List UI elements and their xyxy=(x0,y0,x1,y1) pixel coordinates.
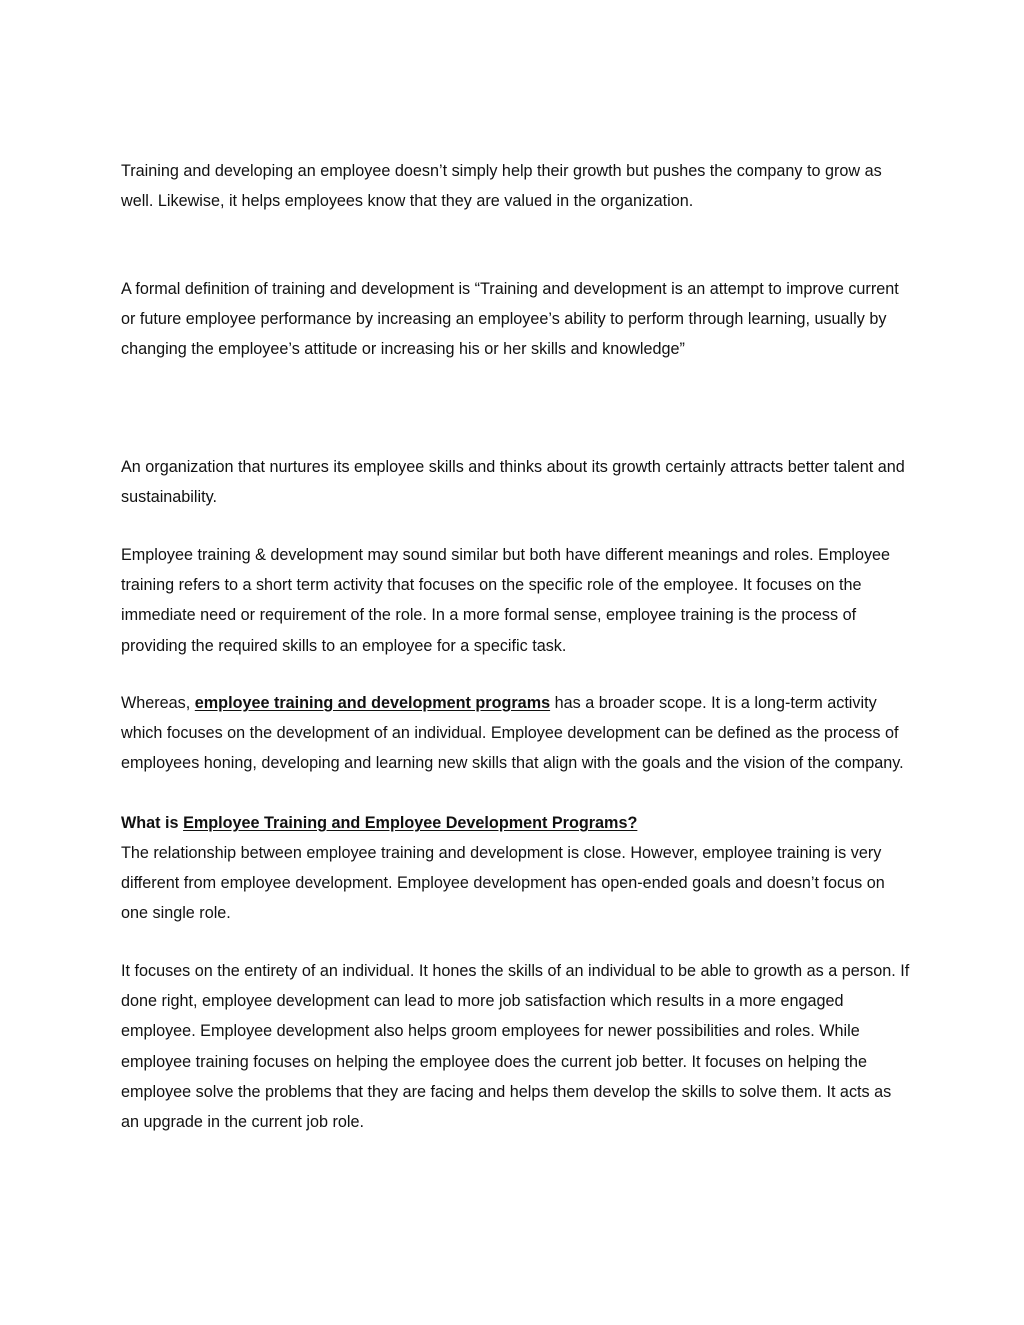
question-heading xyxy=(121,808,911,838)
employee-programs-link[interactable]: employee training and development programs xyxy=(194,694,551,712)
paragraph-organization: An organization that nurtures its employee skills and thinks about its growth certainly attracts better talent and sustainability. xyxy=(121,458,905,507)
paragraph-whereas xyxy=(121,688,911,779)
question-prefix: What is xyxy=(121,814,184,832)
whereas-prefix: Whereas, xyxy=(121,694,195,712)
whereas-suffix: has a broader scope. It is a long-term activity which focuses on the development of an individual. Employee development can be defined as the process of employees honing, developing and learning new skills that align with the goals and the vision of the company. xyxy=(121,694,904,773)
question-link[interactable]: Employee Training and Employee Development Programs? xyxy=(183,814,638,832)
paragraph-training-vs-development: Employee training & development may sound similar but both have different meanings and roles. Employee training refers to a short term activity that focuses on the specific role of the employee. It focuses on the immediate need or requirement of the role. In a more formal sense, employee training is the process of providing the required skills to an employee for a specific task. xyxy=(121,546,891,655)
paragraph-definition: A formal definition of training and development is “Training and development is an attempt to improve current or future employee performance by increasing an employee’s ability to perform through learning, usually by changing the employee’s attitude or increasing his or her skills and knowledge” xyxy=(121,280,899,359)
paragraph-relationship: The relationship between employee training and development is close. However, employee training is very different from employee development. Employee development has open-ended goals and doesn’t focus on one single role. xyxy=(121,844,885,923)
paragraph-intro: Training and developing an employee doesn’t simply help their growth but pushes the company to grow as well. Likewise, it helps employees know that they are valued in the organization. xyxy=(121,162,882,211)
paragraph-individual: It focuses on the entirety of an individual. It hones the skills of an individual to be able to growth as a person. If done right, employee development can lead to more job satisfaction which results in a more engaged employee. Employee development also helps groom employees for newer possibilities and roles. While employee training focuses on helping the employee does the current job better. It focuses on helping the employee solve the problems that they are facing and helps them develop the skills to solve them. It acts as an upgrade in the current job role. xyxy=(121,962,910,1132)
